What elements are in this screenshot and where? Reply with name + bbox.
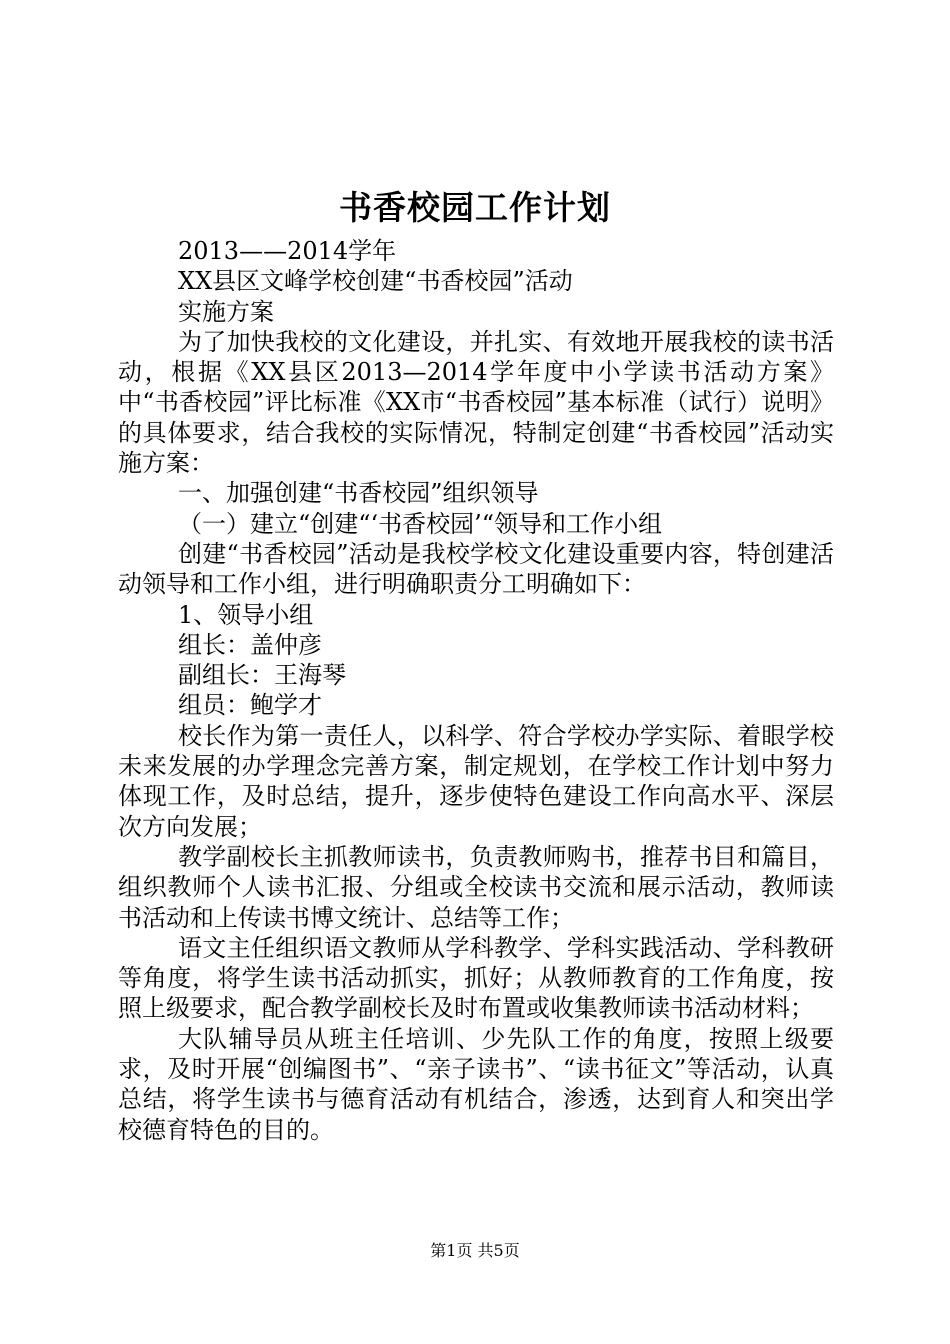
member-deputy-leader: 副组长：王海琴 (178, 661, 346, 690)
paragraph-intro: 为了加快我校的文化建设，并扎实、有效地开展我校的读书活动，根据《XX县区2013—2014学年度中小学读书活动方案》中“书香校园”评比标准《XX市“书香校园”基本标准（试行）说明》的具体要求，结合我校的实际情况，特制定创建“书香校园”活动实施方案： (118, 327, 834, 478)
paragraph-school-year: 2013——2014学年 (178, 237, 397, 265)
paragraph-counselor-duty: 大队辅导员从班主任培训、少先队工作的角度，按照上级要求，及时开展“创编图书”、“亲子读书”、“读书征文”等活动，认真总结，将学生读书与德育活动有机结合，渗透，达到育人和突出学校德育特色的目的。 (118, 1024, 834, 1144)
paragraph-school-activity: XX县区文峰学校创建“书香校园”活动 (178, 267, 573, 296)
paragraph-group-intro: 创建“书香校园”活动是我校学校文化建设重要内容，特创建活动领导和工作小组，进行明确职责分工明确如下： (118, 539, 834, 599)
paragraph-chinese-director-duty: 语文主任组织语文教师从学科教学、学科实践活动、学科教研等角度，将学生读书活动抓实，抓好；从教师教育的工作角度，按照上级要求，配合教学副校长及时布置或收集教师读书活动材料； (118, 933, 834, 1023)
paragraph-plan-heading: 实施方案 (178, 297, 274, 326)
section-heading-1: 一、加强创建“书香校园”组织领导 (178, 479, 539, 508)
member-group: 组员：鲍学才 (178, 691, 322, 720)
page-number: 第1页 共5页 (430, 1241, 520, 1260)
document-title: 书香校园工作计划 (339, 188, 611, 227)
member-leader: 组长：盖仲彦 (178, 630, 322, 659)
document-body (118, 236, 834, 1145)
list-heading-leadership: 1、领导小组 (178, 600, 314, 629)
subsection-heading-1: （一）建立“创建“‘书香校园’“领导和工作小组 (178, 509, 663, 538)
paragraph-vice-principal-duty: 教学副校长主抓教师读书，负责教师购书，推荐书目和篇目，组织教师个人读书汇报、分组或全校读书交流和展示活动，教师读书活动和上传读书博文统计、总结等工作； (118, 842, 834, 932)
paragraph-principal-duty: 校长作为第一责任人，以科学、符合学校办学实际、着眼学校未来发展的办学理念完善方案，制定规划，在学校工作计划中努力体现工作，及时总结，提升，逐步使特色建设工作向高水平、深层次方向发展； (118, 721, 834, 841)
